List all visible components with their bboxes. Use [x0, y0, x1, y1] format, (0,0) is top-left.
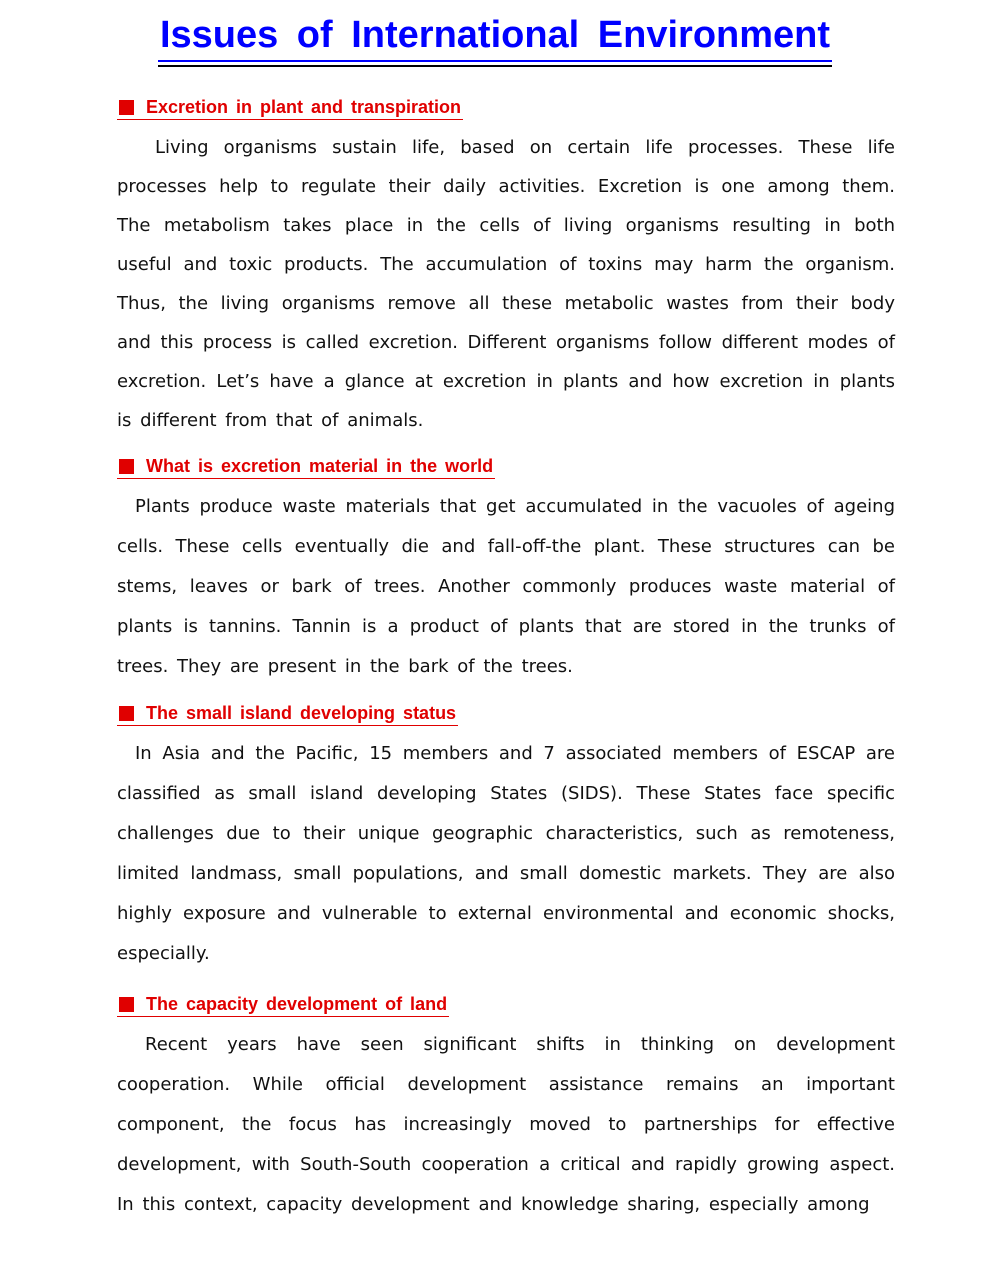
red-square-bullet-icon: [119, 706, 134, 721]
section-excretion-in-plant: [117, 95, 895, 440]
section-heading: [117, 95, 463, 120]
section-capacity-development: [117, 992, 895, 1225]
section-excretion-material: [117, 454, 895, 687]
section-small-island-developing: [117, 701, 895, 974]
section-heading-text: What is excretion material in the world: [146, 456, 494, 476]
section-paragraph: In Asia and the Pacific, 15 members and 7 associated members of ESCAP are classified as small island developing States (SIDS). These States face specific challenges due to their unique geographic characteristics, such as remoteness, limited landmass, small populations, and small domestic markets. They are also highly exposure and vulnerable to external environmental and economic shocks, especially.: [117, 743, 895, 964]
section-heading-text: The small island developing status: [146, 703, 457, 723]
page-title-wrap: [0, 10, 990, 62]
section-heading: [117, 701, 458, 726]
red-square-bullet-icon: [119, 997, 134, 1012]
section-heading: [117, 454, 495, 479]
page-title: Issues of International Environment: [158, 10, 832, 62]
section-heading-text: The capacity development of land: [146, 994, 448, 1014]
red-square-bullet-icon: [119, 459, 134, 474]
section-heading-text: Excretion in plant and transpiration: [146, 97, 462, 117]
section-paragraph: Plants produce waste materials that get accumulated in the vacuoles of ageing cells. These cells eventually die and fall-off-the plant. These structures can be stems, leaves or bark of trees. Another commonly produces waste material of plants is tannins. Tannin is a product of plants that are stored in the trunks of trees. They are present in the bark of the trees.: [117, 496, 895, 677]
section-heading: [117, 992, 449, 1017]
section-paragraph: Living organisms sustain life, based on certain life processes. These life processes help to regulate their daily activities. Excretion is one among them. The metabolism takes place in the cells of living organisms resulting in both useful and toxic products. The accumulation of toxins may harm the organism. Thus, the living organisms remove all these metabolic wastes from their body and this process is called excretion. Different organisms follow different modes of excretion. Let’s have a glance at excretion in plants and how excretion in plants is different from that of animals.: [117, 137, 895, 431]
red-square-bullet-icon: [119, 100, 134, 115]
document-body: [117, 95, 895, 1225]
section-paragraph: Recent years have seen significant shifts in thinking on development cooperation. While official development assistance remains an important component, the focus has increasingly moved to partnerships for effective development, with South-South cooperation a critical and rapidly growing aspect. In this context, capacity development and knowledge sharing, especially among: [117, 1034, 895, 1215]
